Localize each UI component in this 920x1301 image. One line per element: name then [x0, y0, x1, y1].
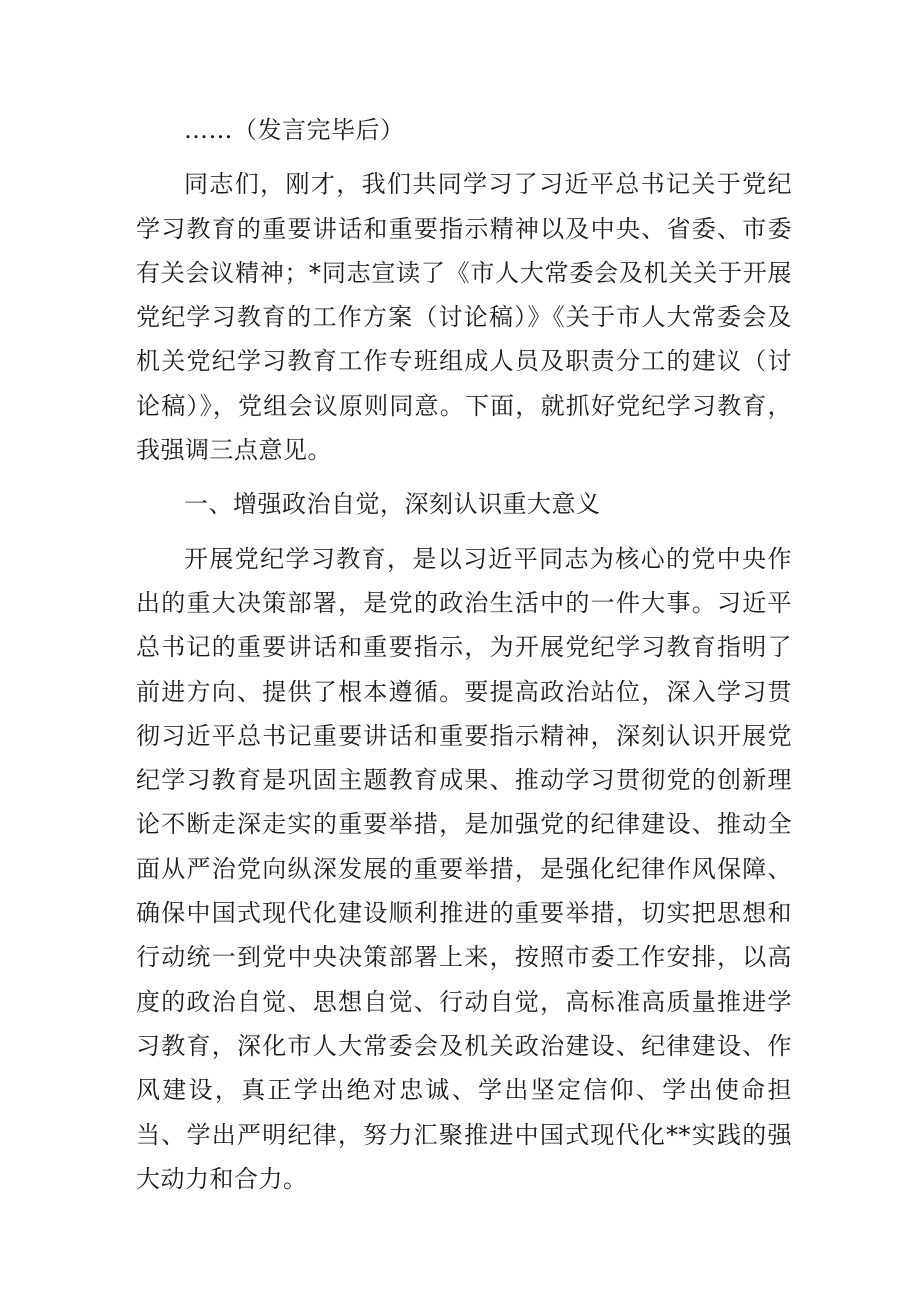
section-1-paragraph: 开展党纪学习教育，是以习近平同志为核心的党中央作出的重大决策部署，是党的政治生活中的一件大事。习近平总书记的重要讲话和重要指示，为开展党纪学习教育指明了前进方向、提供了根本遵循。要提高政治站位，深入学习贯彻习近平总书记重要讲话和重要指示精神，深刻认识开展党纪学习教育是巩固主题教育成果、推动学习贯彻党的创新理论不断走深走实的重要举措，是加强党的纪律建设、推动全面从严治党向纵深发展的重要举措，是强化纪律作风保障、确保中国式现代化建设顺利推进的重要举措，切实把思想和行动统一到党中央决策部署上来，按照市委工作安排，以高度的政治自觉、思想自觉、行动自觉，高标准高质量推进学习教育，深化市人大常委会及机关政治建设、纪律建设、作风建设，真正学出绝对忠诚、学出坚定信仰、学出使命担当、学出严明纪律，努力汇聚推进中国式现代化**实践的强大动力和合力。: [136, 544, 792, 1193]
closing-remark-line: ……（发言完毕后）: [184, 116, 405, 144]
document-body: [136, 108, 792, 1201]
intro-paragraph: 同志们，刚才，我们共同学习了习近平总书记关于党纪学习教育的重要讲话和重要指示精神以及中央、省委、市委有关会议精神；*同志宣读了《市人大常委会及机关关于开展党纪学习教育的工作方案（讨论稿）》《关于市人大常委会及机关党纪学习教育工作专班组成人员及职责分工的建议（讨论稿）》，党组会议原则同意。下面，就抓好党纪学习教育，我强调三点意见。: [136, 170, 792, 465]
section-heading-1: 一、增强政治自觉，深刻认识重大意义: [184, 490, 601, 519]
